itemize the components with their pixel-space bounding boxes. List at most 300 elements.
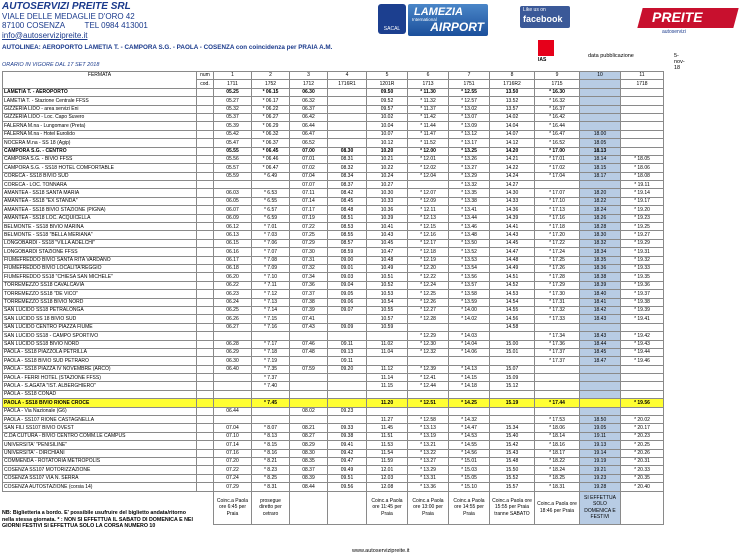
stop-row xyxy=(3,306,664,314)
departure-time: 09.20 xyxy=(328,365,367,373)
departure-time xyxy=(328,88,367,96)
departure-time: 06.37 xyxy=(290,105,328,113)
departure-time xyxy=(408,407,449,415)
departure-time: * 7.14 xyxy=(252,306,290,314)
departure-time: 12.01 xyxy=(367,466,408,474)
stop-num xyxy=(197,382,214,390)
departure-time xyxy=(290,416,328,424)
departure-time: 10.02 xyxy=(367,113,408,121)
departure-time: * 18.17 xyxy=(535,449,580,457)
departure-time: * 06.45 xyxy=(252,147,290,155)
departure-time: * 12.04 xyxy=(408,172,449,180)
departure-time: 10.04 xyxy=(367,122,408,130)
departure-time: 07.36 xyxy=(290,281,328,289)
departure-time: 09.42 xyxy=(328,449,367,457)
departure-time xyxy=(621,105,664,113)
departure-time: 12.03 xyxy=(367,474,408,482)
departure-time: 19.13 xyxy=(580,441,621,449)
stop-name: CAMPORA S.G. - BIVIO FFSS xyxy=(3,155,197,163)
departure-time: 07.00 xyxy=(290,147,328,155)
departure-time: * 18.05 xyxy=(621,155,664,163)
departure-time: 15.40 xyxy=(490,432,535,440)
departure-time: 10.43 xyxy=(367,231,408,239)
stop-row xyxy=(3,206,664,214)
departure-time: * 11.30 xyxy=(408,88,449,96)
departure-time: * 12.22 xyxy=(408,273,449,281)
departure-time xyxy=(580,399,621,407)
departure-time: * 13.53 xyxy=(449,256,490,264)
departure-time: 18.36 xyxy=(580,264,621,272)
departure-time xyxy=(621,113,664,121)
departure-time: * 06.22 xyxy=(252,105,290,113)
departure-time: 19.14 xyxy=(580,449,621,457)
stop-name: FIUMEFREDDO BIVIO SANTA RITA VARDANO xyxy=(3,256,197,264)
stop-num xyxy=(197,214,214,222)
departure-time: * 12.26 xyxy=(408,298,449,306)
stop-num xyxy=(197,474,214,482)
departure-time: * 18.25 xyxy=(535,474,580,482)
departure-time: 18.42 xyxy=(580,306,621,314)
stop-row xyxy=(3,290,664,298)
departure-time: * 06.47 xyxy=(252,164,290,172)
run-note: Coinc.a Paola ore 13:00 per Praia xyxy=(408,491,449,524)
departure-time: 06.52 xyxy=(290,139,328,147)
stop-num xyxy=(197,139,214,147)
departure-time: 09.23 xyxy=(328,407,367,415)
departure-time xyxy=(580,323,621,331)
departure-time: 07.31 xyxy=(290,256,328,264)
departure-time: 08.39 xyxy=(290,474,328,482)
departure-time: 19.23 xyxy=(580,474,621,482)
departure-time: * 7.12 xyxy=(252,290,290,298)
departure-time: 14.02 xyxy=(490,113,535,121)
stop-row xyxy=(3,256,664,264)
departure-time: 05.47 xyxy=(214,139,252,147)
departure-time: 14.24 xyxy=(490,172,535,180)
departure-time xyxy=(580,407,621,415)
departure-time: 18.45 xyxy=(580,348,621,356)
departure-time: * 12.32 xyxy=(408,348,449,356)
stop-row xyxy=(3,113,664,121)
departure-time xyxy=(621,390,664,398)
departure-time xyxy=(328,139,367,147)
stop-row xyxy=(3,441,664,449)
departure-time: 06.12 xyxy=(214,223,252,231)
departure-time: 18.43 xyxy=(580,315,621,323)
departure-time: 11.27 xyxy=(367,416,408,424)
stop-name: TORREMEZZO SS18 "DE VICO" xyxy=(3,290,197,298)
departure-time: * 18.08 xyxy=(621,172,664,180)
departure-time: * 18.06 xyxy=(621,164,664,172)
departure-time xyxy=(490,357,535,365)
departure-time: 13.52 xyxy=(490,97,535,105)
departure-time: * 17.22 xyxy=(535,239,580,247)
departure-time: * 19.33 xyxy=(621,264,664,272)
run-note xyxy=(328,491,367,524)
departure-time: 14.30 xyxy=(490,189,535,197)
stop-row xyxy=(3,139,664,147)
stop-row xyxy=(3,88,664,96)
departure-time: 07.10 xyxy=(214,432,252,440)
stop-row xyxy=(3,432,664,440)
departure-time: 06.17 xyxy=(214,256,252,264)
departure-time: * 7.35 xyxy=(252,365,290,373)
departure-time: * 15.01 xyxy=(449,457,490,465)
departure-time xyxy=(621,88,664,96)
departure-time: * 17.28 xyxy=(535,273,580,281)
stop-row xyxy=(3,399,664,407)
stop-num xyxy=(197,122,214,130)
departure-time: 07.22 xyxy=(290,223,328,231)
departure-time xyxy=(214,181,252,189)
departure-time xyxy=(290,332,328,340)
departure-time: 05.39 xyxy=(214,122,252,130)
stop-row xyxy=(3,483,664,491)
departure-time: * 19.14 xyxy=(621,189,664,197)
departure-time: 18.41 xyxy=(580,298,621,306)
departure-time: * 13.12 xyxy=(449,130,490,138)
departure-time: * 8.13 xyxy=(252,432,290,440)
departure-time: * 7.37 xyxy=(252,374,290,382)
departure-time xyxy=(449,323,490,331)
departure-time: 08.55 xyxy=(328,231,367,239)
route-title: AUTOLINEA: AEROPORTO LAMETIA T. - CAMPORA S.G. - PAOLA - COSENZA con coincidenza per PRAIA A.M. xyxy=(2,44,333,51)
preite-logo: PREITE autoservizi xyxy=(640,6,736,36)
stop-name: PAOLA - S.AGATA "IST. ALBERGHIERO" xyxy=(3,382,197,390)
departure-time: * 17.24 xyxy=(535,248,580,256)
stop-num xyxy=(197,231,214,239)
departure-time: 10.12 xyxy=(367,139,408,147)
stop-name: COSENZA SS107 MOTORIZZAZIONE xyxy=(3,466,197,474)
stop-name: BELMONTE - SS18 BIVIO MARINA xyxy=(3,223,197,231)
departure-time: * 12.07 xyxy=(408,189,449,197)
stop-row xyxy=(3,223,664,231)
footnote: NB: Biglietteria a bordo. E' possibile usufruire del biglietto andata/ritorno nella stessa giornata. * : NON SI EFFETTUA IL SABATO DI DOMENICA E NEI GIORNI FESTIVI SI EFFETTUA SOLO LA CORSA NUMERO 10 xyxy=(2,510,193,530)
departure-time: * 14.06 xyxy=(449,348,490,356)
run-note: Coinc.a Paola ore 15:55 per Praia tranne SABATO xyxy=(490,491,535,524)
departure-time: 05.42 xyxy=(214,130,252,138)
departure-time: * 8.25 xyxy=(252,474,290,482)
stop-name: FIUMEFREDDO BIVIO LOCALITA'REGGIO xyxy=(3,264,197,272)
stop-row xyxy=(3,348,664,356)
run-note: prosegue diretto per cetraro xyxy=(252,491,290,524)
departure-time: * 16.52 xyxy=(535,139,580,147)
departure-time: * 06.46 xyxy=(252,155,290,163)
departure-time: * 7.17 xyxy=(252,340,290,348)
stop-row xyxy=(3,189,664,197)
departure-time: 05.59 xyxy=(214,172,252,180)
departure-time: * 15.03 xyxy=(449,466,490,474)
departure-time: * 17.36 xyxy=(535,340,580,348)
num-label: num xyxy=(197,72,214,80)
departure-time: * 12.27 xyxy=(408,306,449,314)
departure-time: * 16.37 xyxy=(535,105,580,113)
departure-time: * 7.10 xyxy=(252,273,290,281)
departure-time: * 17.32 xyxy=(535,306,580,314)
departure-time: * 13.26 xyxy=(449,155,490,163)
stop-name: UNIVERSITA' - DIRCHIANI xyxy=(3,449,197,457)
departure-time: * 8.15 xyxy=(252,441,290,449)
departure-time: 09.33 xyxy=(328,424,367,432)
stop-name: SAN LUCIDO SS18 BIVIO NORD xyxy=(3,340,197,348)
stop-name: CAMPORA S.G. - SS18 HOTEL COMFORTABLE xyxy=(3,164,197,172)
departure-time: * 16.42 xyxy=(535,113,580,121)
departure-time: * 8.07 xyxy=(252,424,290,432)
departure-time xyxy=(290,357,328,365)
departure-time: * 14.55 xyxy=(449,441,490,449)
departure-time: * 19.31 xyxy=(621,248,664,256)
stop-row xyxy=(3,323,664,331)
departure-time: * 19.11 xyxy=(621,181,664,189)
stop-num xyxy=(197,340,214,348)
departure-time: * 11.52 xyxy=(408,139,449,147)
departure-time: * 7.06 xyxy=(252,239,290,247)
departure-time: 18.30 xyxy=(580,231,621,239)
departure-time: 18.35 xyxy=(580,256,621,264)
departure-time: 06.23 xyxy=(214,290,252,298)
departure-time: * 12.25 xyxy=(408,290,449,298)
departure-time: * 12.39 xyxy=(408,365,449,373)
departure-time: * 12.57 xyxy=(449,97,490,105)
departure-time xyxy=(252,332,290,340)
departure-time: 08.27 xyxy=(290,432,328,440)
stop-num xyxy=(197,466,214,474)
departure-time xyxy=(367,357,408,365)
stop-num xyxy=(197,449,214,457)
departure-time: 09.50 xyxy=(367,88,408,96)
departure-time: 08.42 xyxy=(328,189,367,197)
departure-time xyxy=(535,390,580,398)
departure-time: * 20.31 xyxy=(621,457,664,465)
departure-time: * 13.17 xyxy=(449,139,490,147)
departure-time: * 13.22 xyxy=(408,449,449,457)
departure-time: 15.09 xyxy=(490,374,535,382)
departure-time xyxy=(290,382,328,390)
departure-time: * 14.02 xyxy=(449,315,490,323)
departure-time: * 17.18 xyxy=(535,223,580,231)
departure-time xyxy=(580,181,621,189)
departure-time: 14.41 xyxy=(490,223,535,231)
departure-time: * 18.22 xyxy=(535,457,580,465)
departure-time: * 17.34 xyxy=(535,332,580,340)
departure-time xyxy=(449,390,490,398)
website-link[interactable]: www.autoservizipreite.it xyxy=(352,548,410,554)
departure-time: 10.27 xyxy=(367,181,408,189)
departure-time: * 7.40 xyxy=(252,382,290,390)
stop-num xyxy=(197,483,214,491)
departure-time: 06.47 xyxy=(290,130,328,138)
facebook-like-badge[interactable]: Like us on facebook xyxy=(520,6,570,28)
stop-row xyxy=(3,264,664,272)
stop-name: PAOLA - FERRI HOTEL (STAZIONE FFSS) xyxy=(3,374,197,382)
timetable xyxy=(2,71,664,525)
departure-time: * 06.29 xyxy=(252,122,290,130)
departure-time: * 7.11 xyxy=(252,281,290,289)
stop-name: PAOLA - SS18 BIVIO RIONE CROCE xyxy=(3,399,197,407)
departure-time xyxy=(408,181,449,189)
departure-time: * 13.36 xyxy=(408,483,449,491)
departure-time: * 7.13 xyxy=(252,298,290,306)
departure-time: 14.48 xyxy=(490,256,535,264)
stop-name: LAMETIA T. - Stazione Centrale FFSS xyxy=(3,97,197,105)
stop-num xyxy=(197,399,214,407)
departure-time: 06.42 xyxy=(290,113,328,121)
departure-time: 06.09 xyxy=(214,214,252,222)
departure-time: 11.53 xyxy=(367,441,408,449)
departure-time: * 20.35 xyxy=(621,474,664,482)
departure-time xyxy=(580,122,621,130)
departure-time: 18.38 xyxy=(580,273,621,281)
stop-name: SAN LUCIDO SS18 - CAMPO SPORTIVO xyxy=(3,332,197,340)
run-note xyxy=(290,491,328,524)
stop-num xyxy=(197,290,214,298)
run-number: 10 xyxy=(580,72,621,80)
departure-time xyxy=(328,97,367,105)
stop-num xyxy=(197,248,214,256)
departure-time: 12.08 xyxy=(367,483,408,491)
departure-time: * 13.19 xyxy=(408,432,449,440)
departure-time: 06.20 xyxy=(214,273,252,281)
departure-time: * 12.28 xyxy=(408,315,449,323)
stop-name: TORREMEZZO SS18 CAVALCAVIA xyxy=(3,281,197,289)
departure-time: 09.11 xyxy=(328,340,367,348)
stop-name: BELMONTE - SS18 "BELLA MERIANA" xyxy=(3,231,197,239)
departure-time: * 17.33 xyxy=(535,315,580,323)
departure-time: 18.20 xyxy=(580,189,621,197)
header-row-numbers xyxy=(3,72,664,80)
departure-time: 07.14 xyxy=(214,441,252,449)
departure-time: 10.24 xyxy=(367,172,408,180)
run-number: 11 xyxy=(621,72,664,80)
departure-time: 08.48 xyxy=(328,206,367,214)
departure-time: 08.21 xyxy=(290,424,328,432)
departure-time: * 18.06 xyxy=(535,424,580,432)
stop-row xyxy=(3,407,664,415)
departure-time: * 14.13 xyxy=(449,365,490,373)
run-note: Coinc.a Paola ore 18:46 per Praia xyxy=(535,491,580,524)
departure-time: * 13.41 xyxy=(449,206,490,214)
departure-time xyxy=(367,407,408,415)
departure-time: 11.02 xyxy=(367,340,408,348)
stop-name: NOCERA M.na - SS 18 (Agip) xyxy=(3,139,197,147)
departure-time xyxy=(328,416,367,424)
departure-time: * 16.44 xyxy=(535,122,580,130)
departure-time: * 13.44 xyxy=(449,214,490,222)
departure-time: 11.12 xyxy=(367,365,408,373)
stop-name: PAOLA - SS107 RIONE CASTAGNELLA xyxy=(3,416,197,424)
departure-time: * 19.56 xyxy=(621,399,664,407)
departure-time: 06.29 xyxy=(214,348,252,356)
departure-time: * 17.37 xyxy=(535,348,580,356)
stop-row xyxy=(3,147,664,155)
departure-time: * 19.36 xyxy=(621,281,664,289)
departure-time: * 19.25 xyxy=(621,223,664,231)
departure-time: 15.52 xyxy=(490,474,535,482)
stop-name: SAN LUCIDO SS18 PETRALONGA xyxy=(3,306,197,314)
departure-time: * 12.13 xyxy=(408,214,449,222)
departure-time: 07.14 xyxy=(290,197,328,205)
departure-time: 07.19 xyxy=(290,214,328,222)
publication-date: data pubblicazione 5-nov-18 xyxy=(588,53,685,71)
departure-time: 08.34 xyxy=(328,172,367,180)
departure-time: 11.04 xyxy=(367,348,408,356)
departure-time: 10.51 xyxy=(367,273,408,281)
departure-time: 15.19 xyxy=(490,399,535,407)
departure-time: 10.48 xyxy=(367,256,408,264)
departure-time: 14.20 xyxy=(490,147,535,155)
departure-time: 10.41 xyxy=(367,223,408,231)
run-number: 4 xyxy=(328,72,367,80)
departure-time: 14.49 xyxy=(490,264,535,272)
run-code: 1716R2 xyxy=(490,80,535,88)
run-code: 1752 xyxy=(252,80,290,88)
departure-time: 18.50 xyxy=(580,416,621,424)
departure-time: 14.22 xyxy=(490,164,535,172)
departure-time xyxy=(290,374,328,382)
departure-time: 14.43 xyxy=(490,231,535,239)
stop-row xyxy=(3,315,664,323)
departure-time: * 12.16 xyxy=(408,231,449,239)
departure-time: 15.00 xyxy=(490,340,535,348)
departure-time: 07.34 xyxy=(290,273,328,281)
run-code: 1751 xyxy=(449,80,490,88)
departure-time: * 15.10 xyxy=(449,483,490,491)
lamezia-airport-logo: LAMEZIA International AIRPORT xyxy=(408,4,488,36)
run-note: Coinc.a Paola ore 11:45 per Praia xyxy=(367,491,408,524)
departure-time: * 06.17 xyxy=(252,97,290,105)
departure-time: 08.37 xyxy=(290,466,328,474)
stop-num xyxy=(197,130,214,138)
stop-num xyxy=(197,424,214,432)
stop-num xyxy=(197,457,214,465)
departure-time: * 6.57 xyxy=(252,206,290,214)
departure-time: * 17.16 xyxy=(535,214,580,222)
departure-time: * 7.08 xyxy=(252,256,290,264)
departure-time: 09.41 xyxy=(328,441,367,449)
company-email[interactable]: info@autoservizipreite.it xyxy=(2,30,88,40)
departure-time: * 13.59 xyxy=(449,298,490,306)
departure-time: * 7.19 xyxy=(252,357,290,365)
stop-num xyxy=(197,239,214,247)
departure-time: 10.45 xyxy=(367,239,408,247)
departure-time: 15.42 xyxy=(490,441,535,449)
departure-time xyxy=(214,382,252,390)
departure-time: 08.31 xyxy=(328,155,367,163)
departure-time: 07.46 xyxy=(290,340,328,348)
stop-name: LONGOBARDI STAZIONE FFSS xyxy=(3,248,197,256)
departure-time: * 12.55 xyxy=(449,88,490,96)
departure-time: * 13.31 xyxy=(408,474,449,482)
departure-time: 06.27 xyxy=(214,323,252,331)
stop-name: PAOLA - SS18 BIVIO SUD PETRARO xyxy=(3,357,197,365)
departure-time: * 06.37 xyxy=(252,139,290,147)
departure-time: * 11.44 xyxy=(408,122,449,130)
departure-time xyxy=(621,323,664,331)
stop-num xyxy=(197,189,214,197)
run-code: 1711 xyxy=(214,80,252,88)
departure-time: * 12.51 xyxy=(408,399,449,407)
stop-row xyxy=(3,457,664,465)
stop-name: COSENZA SS107 VIA N. SERRA xyxy=(3,474,197,482)
departure-time: 09.13 xyxy=(328,348,367,356)
departure-time: 18.44 xyxy=(580,340,621,348)
departure-time: 10.59 xyxy=(367,323,408,331)
departure-time: 18.47 xyxy=(580,357,621,365)
stop-num xyxy=(197,306,214,314)
departure-time xyxy=(328,315,367,323)
stop-num xyxy=(197,113,214,121)
company-city-phone: 87100 COSENZA TEL 0984 413001 xyxy=(2,21,148,30)
